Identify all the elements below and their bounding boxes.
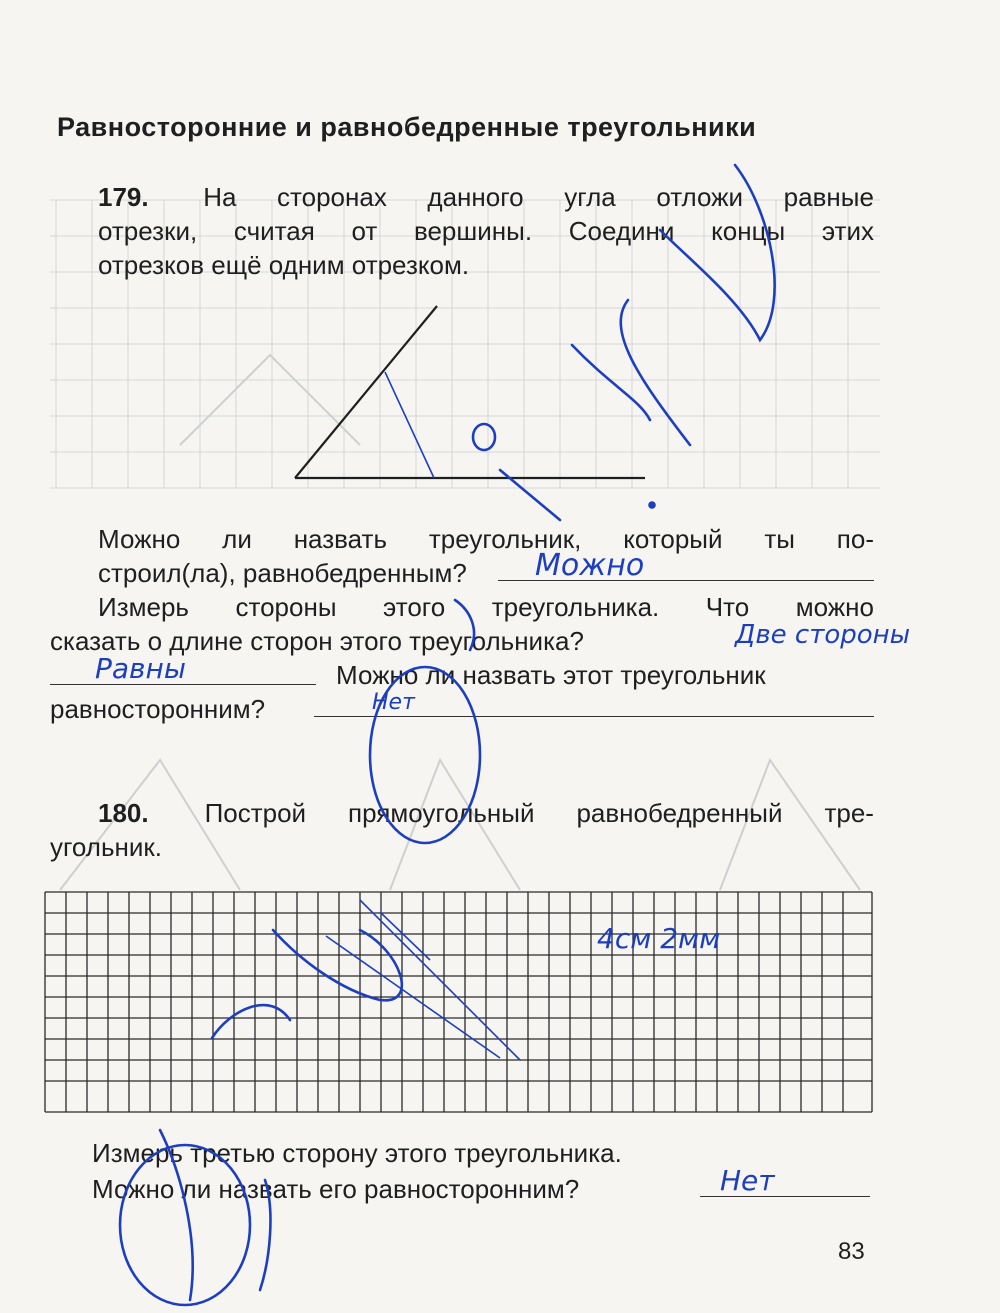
- task179-q3-line2: равносторонним?: [50, 694, 266, 724]
- task179-q2-line1: Измерь стороны этого треугольника. Что можно: [98, 592, 874, 622]
- handwritten-answer-q1: Можно: [535, 548, 645, 583]
- pencil-lines: [326, 372, 520, 1060]
- handwritten-answer-q3: Нет: [372, 690, 415, 715]
- handwritten-answer-q2a: Две стороны: [735, 620, 911, 650]
- task179-line3: отрезков ещё одним отрезком.: [98, 250, 470, 280]
- printed-triangle: [295, 306, 645, 478]
- task179-q3-line1: Можно ли назвать этот треугольник: [336, 660, 766, 690]
- task179-q2-line2: сказать о длине сторон этого треугольника?: [50, 626, 584, 656]
- task179-line1: 179. На сторонах данного угла отложи равные: [98, 182, 874, 212]
- task179-line2: отрезки, считая от вершины. Соедини концы этих: [98, 216, 874, 246]
- task180-line1: 180. Построй прямоугольный равнобедренный тре-: [98, 798, 874, 828]
- page-number: 83: [838, 1238, 865, 1265]
- task179-number: 179.: [98, 182, 149, 212]
- task180-q2: Можно ли назвать его равносторонним?: [92, 1174, 580, 1204]
- handwritten-answer-180: Нет: [720, 1164, 775, 1197]
- task179-q1-line2: строил(ла), равнобедренным?: [98, 558, 467, 588]
- task180-q1: Измерь третью сторону этого треугольника.: [92, 1138, 622, 1168]
- task180-line2: угольник.: [50, 832, 162, 862]
- section-title: Равносторонние и равнобедренные треугольники: [57, 112, 757, 142]
- task180-number: 180.: [98, 798, 149, 828]
- handwritten-grid-note: 4см 2мм: [597, 922, 721, 955]
- handwritten-answer-q2b: Равны: [95, 652, 186, 685]
- pen-scribbles: [120, 165, 775, 1305]
- task179-q1-line1: Можно ли назвать треугольник, который ты по-: [98, 524, 874, 554]
